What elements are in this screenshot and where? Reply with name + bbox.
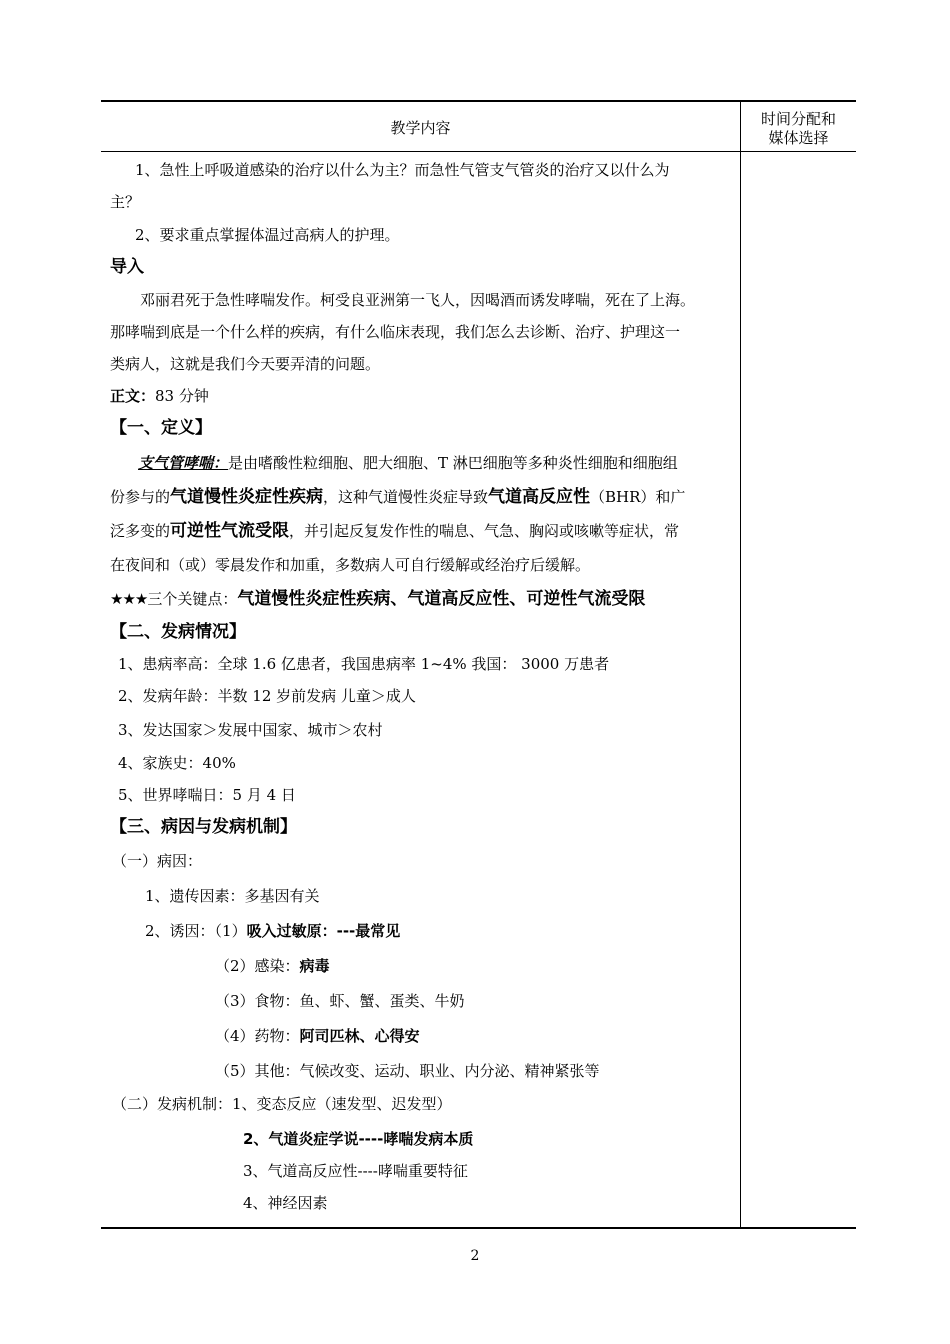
definition-text: 泛多变的: [110, 522, 171, 540]
definition-text: 是由嗜酸性粒细胞、肥大细胞、T 淋巴细胞等多种炎性细胞和细胞组: [228, 454, 678, 472]
definition-text: ，并引起反复发作性的喘息、气急、胸闷或咳嗽等症状，常: [289, 522, 680, 540]
main-text-label-row: [110, 386, 209, 406]
definition-line1: [138, 453, 678, 473]
epidemiology-item: 5、世界哮喘日：5 月 4 日: [118, 786, 296, 804]
intro-paragraph-line2: 那哮喘到底是一个什么样的疾病，有什么临床表现，我们怎么去诊断、治疗、护理这一: [110, 323, 681, 341]
section-2-heading: 【二、发病情况】: [110, 622, 246, 642]
key-term-hyperresponsiveness: 气道高反应性: [488, 487, 591, 507]
definition-line4: 在夜间和（或）零晨发作和加重，多数病人可自行缓解或经治疗后缓解。: [110, 556, 591, 574]
trigger-food: （3）食物：鱼、虾、蟹、蛋类、牛奶: [215, 992, 465, 1010]
epidemiology-item: 3、发达国家＞发展中国家、城市＞农村: [118, 721, 383, 739]
mechanism-item-3: 3、气道高反应性----哮喘重要特征: [243, 1162, 468, 1180]
section-3-heading: 【三、病因与发病机制】: [110, 817, 297, 837]
review-question-2: 2、要求重点掌握体温过高病人的护理。: [135, 226, 400, 244]
epidemiology-item: 4、家族史：40%: [118, 754, 236, 772]
cause-item-genetic: 1、遗传因素：多基因有关: [145, 887, 320, 905]
definition-text: ，这种气道慢性炎症导致: [323, 488, 489, 506]
column-header-content: 教学内容: [390, 119, 451, 137]
key-points-row: [110, 589, 645, 609]
trigger-other: （5）其他：气候改变、运动、职业、内分泌、精神紧张等: [215, 1062, 600, 1080]
main-text-duration: 83 分钟: [155, 387, 209, 405]
epidemiology-item: 2、发病年龄：半数 12 岁前发病 儿童＞成人: [118, 687, 416, 705]
main-text-label: 正文：: [110, 387, 156, 405]
trigger-virus: 病毒: [299, 957, 330, 975]
definition-term: 支气管哮喘：: [138, 454, 229, 472]
column-header-time-line2: 媒体选择: [768, 129, 829, 147]
definition-line2: [110, 487, 685, 507]
header-bottom-border: [101, 151, 856, 152]
table-top-border: [101, 100, 856, 102]
trigger-label: （4）药物：: [215, 1027, 300, 1045]
trigger-label: 2、诱因：（1）: [145, 922, 247, 940]
trigger-infection: [215, 956, 330, 976]
mechanism-item-2: 2、气道炎症学说----哮喘发病本质: [243, 1130, 474, 1148]
table-bottom-border: [101, 1227, 856, 1229]
intro-paragraph-line1: 邓丽君死于急性哮喘发作。柯受良亚洲第一飞人，因喝酒而诱发哮喘，死在了上海。: [140, 291, 696, 309]
definition-text: 份参与的: [110, 488, 171, 506]
trigger-allergen: 吸入过敏原：---最常见: [246, 922, 401, 940]
definition-text: （BHR）和广: [590, 488, 686, 506]
mechanism-item-4: 4、神经因素: [243, 1194, 328, 1212]
key-term-chronic-inflammation: 气道慢性炎症性疾病: [170, 487, 324, 507]
column-header-time-line1: 时间分配和: [760, 110, 836, 128]
key-points-text: 气道慢性炎症性疾病、气道高反应性、可逆性气流受限: [237, 589, 646, 609]
trigger-drug: [215, 1026, 420, 1046]
trigger-drug-names: 阿司匹林、心得安: [299, 1027, 420, 1045]
page-number: 2: [470, 1248, 480, 1264]
star-icon: ★★★: [110, 590, 148, 608]
cause-label: （一）病因：: [112, 852, 203, 870]
key-points-label: 三个关键点：: [147, 590, 238, 608]
intro-paragraph-line3: 类病人，这就是我们今天要弄清的问题。: [110, 355, 381, 373]
cause-item-triggers: [145, 921, 400, 941]
column-divider: [740, 100, 741, 1228]
intro-heading: 导入: [110, 257, 144, 277]
epidemiology-item: 1、患病率高：全球 1.6 亿患者，我国患病率 1~4% 我国： 3000 万患者: [118, 655, 610, 673]
definition-line3: [110, 521, 679, 541]
review-question-1-line1: 1、急性上呼吸道感染的治疗以什么为主？而急性气管支气管炎的治疗又以什么为: [135, 161, 670, 179]
key-term-reversible-airflow-limitation: 可逆性气流受限: [170, 521, 290, 541]
review-question-1-line2: 主？: [110, 193, 141, 211]
section-1-heading: 【一、定义】: [110, 418, 212, 438]
mechanism-label: （二）发病机制：1、变态反应（速发型、迟发型）: [112, 1095, 452, 1113]
trigger-label: （2）感染：: [215, 957, 300, 975]
